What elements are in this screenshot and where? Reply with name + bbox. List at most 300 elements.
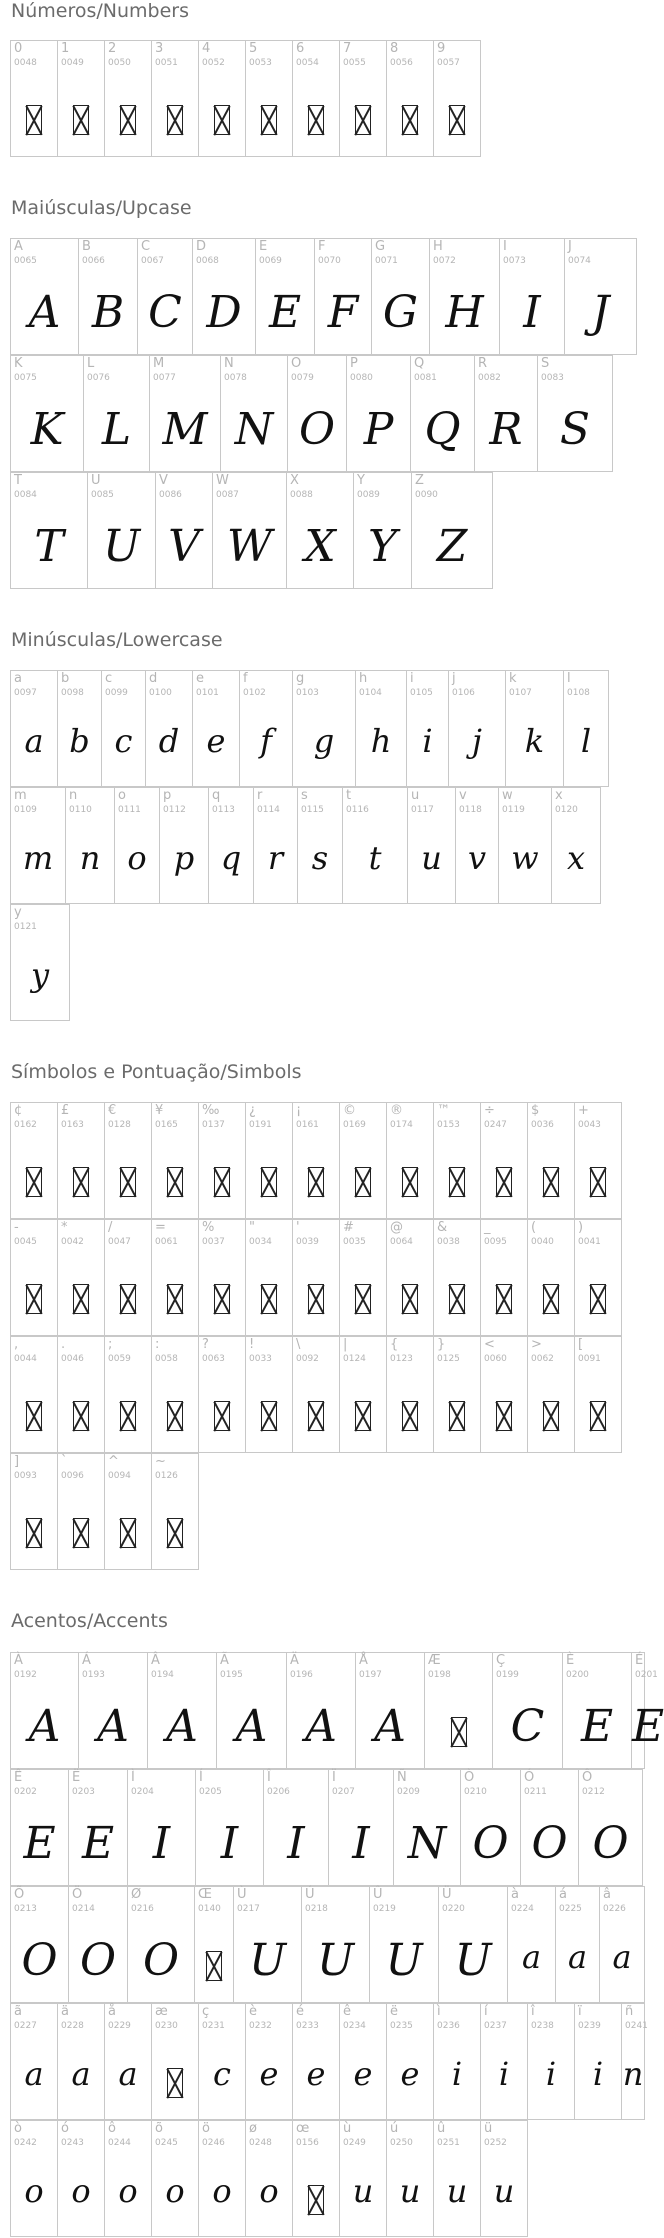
glyph-cell <box>505 670 564 787</box>
glyph-cell <box>286 472 354 589</box>
glyph-char-label: S <box>541 356 550 371</box>
glyph-code-label: 0086 <box>159 490 182 500</box>
glyph-code-label: 0066 <box>82 256 105 266</box>
glyph-char-label: ô <box>108 2121 116 2136</box>
glyph-code-label: 0198 <box>428 1670 451 1680</box>
glyph-cell <box>10 2003 58 2120</box>
glyph-char-label: ! <box>249 1337 255 1352</box>
glyph-sample: A <box>97 1701 129 1752</box>
glyph-cell <box>159 787 209 904</box>
glyph-sample: U <box>385 1935 423 1986</box>
glyph-code-label: 0102 <box>243 688 266 698</box>
glyph-code-label: 0094 <box>108 1471 131 1481</box>
glyph-char-label: 4 <box>202 41 211 56</box>
glyph-sample: L <box>101 404 132 455</box>
glyph-code-label: 0211 <box>524 1787 547 1797</box>
glyph-code-label: 0074 <box>568 256 591 266</box>
glyph-code-label: 0101 <box>196 688 219 698</box>
glyph-code-label: 0203 <box>72 1787 95 1797</box>
glyph-code-label: 0111 <box>118 805 141 815</box>
glyph-code-label: 0083 <box>541 373 564 383</box>
glyph-char-label: F <box>318 239 326 254</box>
glyph-code-label: 0205 <box>199 1787 222 1797</box>
glyph-code-label: 0091 <box>578 1354 601 1364</box>
glyph-code-label: 0204 <box>131 1787 154 1797</box>
glyph-char-label: k <box>509 671 517 686</box>
glyph-char-label: T <box>14 473 22 488</box>
glyph-char-label: í <box>484 2004 488 2019</box>
glyph-code-label: 0220 <box>442 1904 465 1914</box>
glyph-cell <box>198 1102 246 1219</box>
missing-glyph-icon <box>167 1284 183 1314</box>
glyph-char-label: Z <box>415 473 424 488</box>
glyph-sample: y <box>30 956 50 994</box>
glyph-code-label: 0043 <box>578 1120 601 1130</box>
glyph-char-label: V <box>159 473 168 488</box>
section-title-simbolos-e-pontuacao-simbols: Símbolos e Pontuação/Simbols <box>11 1061 302 1083</box>
glyph-char-label: > <box>531 1337 542 1352</box>
glyph-char-label: Ï <box>332 1770 336 1785</box>
glyph-sample: U <box>102 521 141 572</box>
glyph-sample: A <box>166 1701 198 1752</box>
glyph-sample: C <box>148 287 182 338</box>
missing-glyph-icon <box>167 1518 183 1548</box>
glyph-cell <box>10 787 66 904</box>
glyph-sample: I <box>152 1818 171 1869</box>
glyph-sample: Q <box>424 404 461 455</box>
glyph-char-label: $ <box>531 1103 540 1118</box>
glyph-cell <box>57 1336 105 1453</box>
glyph-char-label: 6 <box>296 41 305 56</box>
glyph-cell <box>195 1769 264 1886</box>
missing-glyph-icon <box>167 1167 183 1197</box>
glyph-code-label: 0067 <box>141 256 164 266</box>
glyph-sample: g <box>313 722 335 760</box>
missing-glyph-icon <box>308 1167 324 1197</box>
glyph-cell <box>245 1219 293 1336</box>
missing-glyph-icon <box>26 1284 42 1314</box>
glyph-cell <box>220 355 288 472</box>
glyph-char-label: É <box>635 1653 644 1668</box>
glyph-sample: A <box>28 287 61 338</box>
glyph-char-label: Ú <box>305 1887 315 1902</box>
glyph-cell <box>114 787 160 904</box>
glyph-cell <box>555 1886 600 2003</box>
glyph-char-label: s <box>301 788 308 803</box>
glyph-char-label: Ü <box>442 1887 452 1902</box>
glyph-sample: u <box>399 2172 421 2210</box>
glyph-code-label: 0239 <box>578 2021 601 2031</box>
glyph-cell <box>104 2120 152 2237</box>
glyph-cell <box>65 787 115 904</box>
glyph-cell <box>339 1219 387 1336</box>
glyph-char-label: £ <box>61 1103 70 1118</box>
glyph-cell <box>574 1336 622 1453</box>
glyph-char-label: Ä <box>290 1653 299 1668</box>
glyph-char-label: õ <box>155 2121 163 2136</box>
glyph-code-label: 0233 <box>296 2021 319 2031</box>
glyph-cell <box>245 2003 293 2120</box>
glyph-char-label: W <box>216 473 229 488</box>
glyph-sample: b <box>69 722 90 760</box>
glyph-sample: v <box>467 839 487 877</box>
missing-glyph-icon <box>26 105 42 135</box>
glyph-cell <box>192 670 240 787</box>
glyph-cell <box>104 2003 152 2120</box>
glyph-cell <box>104 1102 152 1219</box>
glyph-sample: A <box>374 1701 406 1752</box>
glyph-code-label: 0218 <box>305 1904 328 1914</box>
glyph-sample: a <box>118 2055 138 2093</box>
glyph-char-label: â <box>603 1887 611 1902</box>
glyph-sample: c <box>213 2055 231 2093</box>
glyph-char-label: Î <box>267 1770 271 1785</box>
glyph-char-label: H <box>433 239 443 254</box>
missing-glyph-icon <box>120 1284 136 1314</box>
glyph-char-label: ; <box>108 1337 113 1352</box>
glyph-cell <box>527 1102 575 1219</box>
glyph-sample: I <box>220 1818 239 1869</box>
glyph-char-label: Ì <box>131 1770 135 1785</box>
glyph-char-label: ' <box>296 1220 300 1235</box>
glyph-char-label: x <box>555 788 563 803</box>
glyph-cell <box>287 355 347 472</box>
glyph-char-label: ^ <box>108 1454 119 1469</box>
glyph-char-label: Ø <box>131 1887 142 1902</box>
missing-glyph-icon <box>308 105 324 135</box>
glyph-char-label: < <box>484 1337 495 1352</box>
glyph-code-label: 0080 <box>350 373 373 383</box>
glyph-cell <box>57 2120 105 2237</box>
glyph-code-label: 0217 <box>237 1904 260 1914</box>
glyph-code-label: 0126 <box>155 1471 178 1481</box>
glyph-sample: C <box>510 1701 545 1752</box>
glyph-cell <box>551 787 601 904</box>
glyph-cell <box>198 1336 246 1453</box>
missing-glyph-icon <box>543 1284 559 1314</box>
glyph-code-label: 0125 <box>437 1354 460 1364</box>
glyph-sample: r <box>267 839 284 877</box>
glyph-char-label: i <box>410 671 414 686</box>
glyph-char-label: . <box>61 1337 66 1352</box>
missing-glyph-icon <box>261 1401 277 1431</box>
glyph-code-label: 0075 <box>14 373 37 383</box>
glyph-code-label: 0114 <box>257 805 280 815</box>
glyph-char-label: e <box>196 671 204 686</box>
glyph-cell <box>480 1219 528 1336</box>
glyph-char-label: M <box>153 356 165 371</box>
glyph-code-label: 0040 <box>531 1237 554 1247</box>
glyph-sample: n <box>622 2055 644 2093</box>
glyph-code-label: 0153 <box>437 1120 460 1130</box>
glyph-code-label: 0089 <box>357 490 380 500</box>
glyph-char-label: 1 <box>61 41 70 56</box>
glyph-sample: U <box>248 1935 287 1986</box>
glyph-cell <box>520 1769 579 1886</box>
glyph-cell <box>68 1886 128 2003</box>
glyph-code-label: 0249 <box>343 2138 366 2148</box>
missing-glyph-icon <box>26 1167 42 1197</box>
glyph-cell <box>10 1769 69 1886</box>
glyph-char-label: [ <box>578 1337 584 1352</box>
glyph-char-label: _ <box>484 1220 491 1235</box>
glyph-sample: Z <box>436 521 468 572</box>
glyph-char-label: : <box>155 1337 160 1352</box>
glyph-char-label: Õ <box>14 1887 25 1902</box>
glyph-char-label: ‰ <box>202 1103 220 1118</box>
glyph-cell <box>104 1453 152 1570</box>
glyph-code-label: 0238 <box>531 2021 554 2031</box>
missing-glyph-icon <box>26 1401 42 1431</box>
glyph-code-label: 0219 <box>373 1904 396 1914</box>
glyph-code-label: 0123 <box>390 1354 413 1364</box>
missing-glyph-icon <box>590 1284 606 1314</box>
glyph-code-label: 0055 <box>343 58 366 68</box>
glyph-cell <box>386 1219 434 1336</box>
missing-glyph-icon <box>449 105 465 135</box>
glyph-code-label: 0056 <box>390 58 413 68</box>
glyph-sample: M <box>162 404 208 455</box>
missing-glyph-icon <box>73 1284 89 1314</box>
glyph-cell <box>137 238 193 355</box>
glyph-cell <box>314 238 372 355</box>
glyph-char-label: Ã <box>220 1653 229 1668</box>
glyph-char-label: B <box>82 239 91 254</box>
glyph-sample: o <box>127 839 147 877</box>
glyph-cell <box>104 1336 152 1453</box>
glyph-code-label: 0064 <box>390 1237 413 1247</box>
glyph-char-label: 2 <box>108 41 117 56</box>
missing-glyph-icon <box>73 1167 89 1197</box>
glyph-char-label: ò <box>14 2121 22 2136</box>
glyph-code-label: 0251 <box>437 2138 460 2148</box>
glyph-sample: T <box>34 521 64 572</box>
glyph-sample: A <box>235 1701 268 1752</box>
glyph-code-label: 0087 <box>216 490 239 500</box>
glyph-char-label: r <box>257 788 263 803</box>
glyph-sample: o <box>24 2172 44 2210</box>
glyph-char-label: D <box>196 239 207 254</box>
glyph-code-label: 0207 <box>332 1787 355 1797</box>
glyph-code-label: 0070 <box>318 256 341 266</box>
glyph-cell <box>10 904 70 1021</box>
glyph-cell <box>155 472 213 589</box>
glyph-char-label: ¢ <box>14 1103 23 1118</box>
glyph-code-label: 0216 <box>131 1904 154 1914</box>
glyph-char-label: " <box>249 1220 255 1235</box>
glyph-cell <box>292 1102 340 1219</box>
glyph-code-label: 0082 <box>478 373 501 383</box>
glyph-code-label: 0169 <box>343 1120 366 1130</box>
glyph-cell <box>151 2003 199 2120</box>
missing-glyph-icon <box>261 1167 277 1197</box>
glyph-cell <box>353 472 412 589</box>
glyph-cell <box>245 1336 293 1453</box>
glyph-char-label: v <box>459 788 467 803</box>
glyph-code-label: 0225 <box>559 1904 582 1914</box>
glyph-code-label: 0035 <box>343 1237 366 1247</box>
glyph-sample: u <box>446 2172 468 2210</box>
glyph-cell <box>339 2120 387 2237</box>
glyph-code-label: 0212 <box>582 1787 605 1797</box>
glyph-cell <box>151 40 199 157</box>
glyph-char-label: P <box>350 356 358 371</box>
glyph-char-label: , <box>14 1337 19 1352</box>
glyph-code-label: 0213 <box>14 1904 37 1914</box>
glyph-code-label: 0033 <box>249 1354 272 1364</box>
glyph-code-label: 0105 <box>410 688 433 698</box>
glyph-char-label: Ù <box>237 1887 247 1902</box>
glyph-cell <box>57 1102 105 1219</box>
glyph-char-label: Ò <box>464 1770 475 1785</box>
glyph-code-label: 0108 <box>567 688 590 698</box>
glyph-cell <box>460 1769 521 1886</box>
glyph-char-label: Ö <box>72 1887 83 1902</box>
glyph-char-label: X <box>290 473 299 488</box>
glyph-code-label: 0156 <box>296 2138 319 2148</box>
glyph-code-label: 0200 <box>566 1670 589 1680</box>
glyph-code-label: 0193 <box>82 1670 105 1680</box>
missing-glyph-icon <box>449 1401 465 1431</box>
missing-glyph-icon <box>73 1401 89 1431</box>
glyph-cell <box>339 2003 387 2120</box>
glyph-cell <box>198 1219 246 1336</box>
glyph-sample: x <box>566 839 586 877</box>
glyph-cell <box>371 238 430 355</box>
glyph-cell <box>474 355 538 472</box>
glyph-cell <box>433 1102 481 1219</box>
glyph-code-label: 0099 <box>105 688 128 698</box>
glyph-cell <box>78 1652 148 1769</box>
glyph-code-label: 0161 <box>296 1120 319 1130</box>
glyph-cell <box>527 1336 575 1453</box>
glyph-code-label: 0140 <box>198 1904 221 1914</box>
glyph-cell <box>433 40 481 157</box>
glyph-char-label: w <box>502 788 513 803</box>
glyph-sample: P <box>363 404 394 455</box>
glyph-cell <box>410 355 475 472</box>
glyph-sample: a <box>71 2055 91 2093</box>
glyph-char-label: # <box>343 1220 354 1235</box>
glyph-sample: F <box>327 287 359 338</box>
glyph-code-label: 0042 <box>61 1237 84 1247</box>
glyph-cell <box>411 472 493 589</box>
glyph-char-label: å <box>108 2004 116 2019</box>
glyph-cell <box>631 1652 664 1769</box>
glyph-code-label: 0250 <box>390 2138 413 2148</box>
glyph-sample: j <box>472 722 482 760</box>
glyph-cell <box>10 355 84 472</box>
glyph-char-label: O <box>291 356 302 371</box>
missing-glyph-icon <box>355 1284 371 1314</box>
glyph-char-label: R <box>478 356 488 371</box>
glyph-sample: E <box>268 287 302 338</box>
glyph-char-label: t <box>346 788 352 803</box>
glyph-char-label: ä <box>61 2004 69 2019</box>
glyph-char-label: y <box>14 905 22 920</box>
glyph-char-label: á <box>559 1887 567 1902</box>
section-title-maiusculas-upcase: Maiúsculas/Upcase <box>11 197 192 219</box>
glyph-code-label: 0103 <box>296 688 319 698</box>
missing-glyph-icon <box>73 105 89 135</box>
glyph-cell <box>127 1886 195 2003</box>
glyph-char-label: | <box>343 1337 348 1352</box>
missing-glyph-icon <box>167 105 183 135</box>
glyph-code-label: 0072 <box>433 256 456 266</box>
glyph-code-label: 0128 <box>108 1120 131 1130</box>
glyph-char-label: Â <box>151 1653 160 1668</box>
glyph-sample: N <box>234 404 274 455</box>
glyph-code-label: 0079 <box>291 373 314 383</box>
missing-glyph-icon <box>308 2185 324 2215</box>
glyph-code-label: 0054 <box>296 58 319 68</box>
glyph-code-label: 0050 <box>108 58 131 68</box>
glyph-cell <box>57 40 105 157</box>
glyph-code-label: 0036 <box>531 1120 554 1130</box>
glyph-cell <box>151 1336 199 1453</box>
glyph-char-label: î <box>531 2004 535 2019</box>
glyph-char-label: ¥ <box>155 1103 164 1118</box>
glyph-cell <box>57 2003 105 2120</box>
glyph-cell <box>233 1886 302 2003</box>
glyph-code-label: 0060 <box>484 1354 507 1364</box>
glyph-cell <box>386 1102 434 1219</box>
glyph-sample: a <box>521 1938 542 1976</box>
glyph-code-label: 0113 <box>212 805 235 815</box>
glyph-code-label: 0104 <box>359 688 382 698</box>
glyph-code-label: 0243 <box>61 2138 84 2148</box>
glyph-code-label: 0234 <box>343 2021 366 2031</box>
glyph-cell <box>599 1886 645 2003</box>
missing-glyph-icon <box>120 105 136 135</box>
glyph-cell <box>104 40 152 157</box>
glyph-char-label: ù <box>343 2121 352 2136</box>
glyph-cell <box>355 1652 425 1769</box>
glyph-char-label: ? <box>202 1337 209 1352</box>
glyph-cell <box>255 238 315 355</box>
glyph-code-label: 0230 <box>155 2021 178 2031</box>
glyph-char-label: ì <box>437 2004 441 2019</box>
glyph-code-label: 0071 <box>375 256 398 266</box>
glyph-cell <box>10 670 58 787</box>
glyph-char-label: È <box>566 1653 575 1668</box>
glyph-sample: B <box>91 287 125 338</box>
glyph-code-label: 0116 <box>346 805 369 815</box>
missing-glyph-icon <box>167 2068 183 2098</box>
glyph-sample: i <box>592 2055 604 2093</box>
glyph-sample: u <box>493 2172 515 2210</box>
glyph-code-label: 0210 <box>464 1787 487 1797</box>
glyph-char-label: ú <box>390 2121 399 2136</box>
glyph-cell <box>455 787 499 904</box>
glyph-char-label: { <box>390 1337 399 1352</box>
glyph-code-label: 0051 <box>155 58 178 68</box>
glyph-char-label: Æ <box>428 1653 441 1668</box>
missing-glyph-icon <box>402 1401 418 1431</box>
glyph-char-label: a <box>14 671 22 686</box>
glyph-cell <box>339 1336 387 1453</box>
glyph-code-label: 0084 <box>14 490 37 500</box>
glyph-char-label: l <box>567 671 571 686</box>
glyph-code-label: 0246 <box>202 2138 225 2148</box>
glyph-char-label: ï <box>578 2004 582 2019</box>
glyph-code-label: 0247 <box>484 1120 507 1130</box>
glyph-sample: N <box>407 1818 447 1869</box>
glyph-code-label: 0078 <box>224 373 247 383</box>
glyph-code-label: 0093 <box>14 1471 37 1481</box>
glyph-cell <box>245 40 293 157</box>
missing-glyph-icon <box>402 105 418 135</box>
